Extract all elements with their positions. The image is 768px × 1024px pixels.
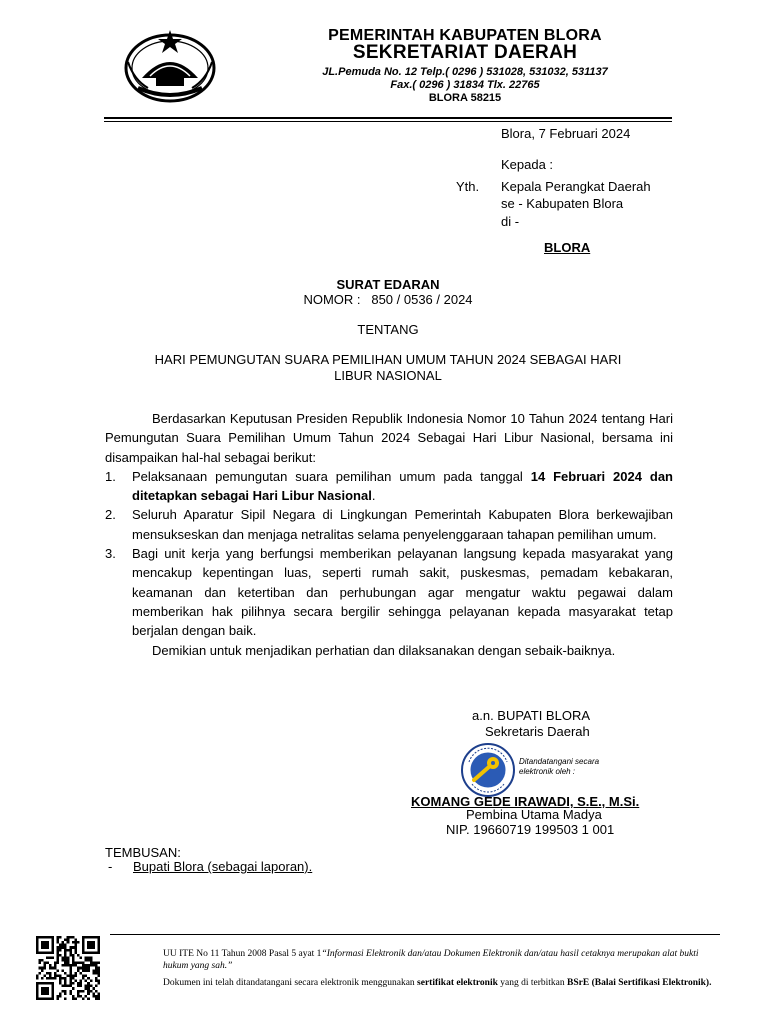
intro-paragraph: Berdasarkan Keputusan Presiden Republik Indonesia Nomor 10 Tahun 2024 tentang Hari Pemungutan Suara Pemilihan Umum Tahun 2024 Sebagai Hari Libur Nasional, bersama ini disampaikan hal-hal sebagai berikut: bbox=[105, 411, 673, 465]
item-text-bold: 14 Februari 2024 dan ditetapkan sebagai Hari Libur Nasional bbox=[132, 468, 673, 504]
circular-subject bbox=[100, 352, 676, 384]
list-item bbox=[105, 467, 673, 506]
list-number: 2. bbox=[105, 507, 116, 523]
doc-issuer: BSrE (Balai Sertifikasi Elektronik). bbox=[567, 978, 712, 988]
signer-rank: Pembina Utama Madya bbox=[466, 807, 602, 822]
subject-line: HARI PEMUNGUTAN SUARA PEMILIHAN UMUM TAHUN 2024 SEBAGAI HARI bbox=[154, 352, 622, 367]
qr-code-icon[interactable] bbox=[36, 936, 100, 1000]
letterhead-divider-thin bbox=[104, 121, 672, 122]
recipient-city: BLORA bbox=[544, 240, 591, 255]
letterhead-divider bbox=[104, 117, 672, 119]
doc-note-text: Dokumen ini telah ditandatangani secara elektronik menggunakan bbox=[163, 978, 418, 988]
esign-document-note bbox=[163, 977, 723, 989]
tentang-label: TENTANG bbox=[357, 322, 419, 337]
closing-paragraph: Demikian untuk menjadikan perhatian dan dilaksanakan dengan sebaik-baiknya. bbox=[152, 642, 616, 658]
item-text-end: . bbox=[371, 488, 376, 504]
circular-title: SURAT EDARAN bbox=[336, 277, 440, 292]
cc-title: TEMBUSAN: bbox=[105, 845, 181, 860]
kepada-label: Kepada : bbox=[501, 157, 554, 172]
item-text: Pelaksanaan pemungutan suara pemilihan umum pada tanggal bbox=[132, 468, 531, 484]
item-text: Seluruh Aparatur Sipil Negara di Lingkungan Pemerintah Kabupaten Blora berkewajiban mensukseskan dan menjaga netralitas selama penyelenggaraan tahapan pemilihan umum. bbox=[132, 507, 673, 542]
signer-role: Sekretaris Daerah bbox=[485, 724, 590, 739]
cc-bullet: - bbox=[108, 859, 113, 874]
recipient-line: di - bbox=[501, 214, 520, 229]
list-item bbox=[105, 505, 673, 544]
on-behalf-label: a.n. BUPATI BLORA bbox=[472, 708, 591, 723]
subject-line: LIBUR NASIONAL bbox=[334, 368, 442, 383]
esign-text: elektronik oleh : bbox=[519, 767, 576, 776]
list-item bbox=[105, 544, 673, 640]
letter-date: Blora, 7 Februari 2024 bbox=[501, 126, 631, 141]
letter-body bbox=[105, 409, 673, 660]
law-quote: “Informasi Elektronik dan/atau Dokumen Elektronik dan/atau hasil cetaknya merupakan alat bukti hukum yang sah.” bbox=[163, 949, 699, 971]
signer-name: KOMANG GEDE IRAWADI, S.E., M.Si. bbox=[411, 794, 640, 809]
list-number: 1. bbox=[105, 468, 116, 484]
yth-label: Yth. bbox=[456, 179, 480, 194]
signer-nip: NIP. 19660719 199503 1 001 bbox=[446, 822, 615, 837]
footer-divider bbox=[110, 934, 720, 935]
recipient-line: se - Kabupaten Blora bbox=[501, 196, 624, 211]
law-prefix: UU ITE No 11 Tahun 2008 Pasal 5 ayat 1 bbox=[163, 949, 322, 959]
item-text: Bagi unit kerja yang berfungsi memberikan pelayanan langsung kepada masyarakat yang mencakup kepentingan luas, seperti rumah sakit, puskesmas, pemadam kebakaran, keamanan dan ketertiban dan perhubungan agar mengatur waktu pegawai dalam memberikan hak pilihnya secara bergilir sehingga pelayanan kepada masyarakat tetap berjalan dengan baik. bbox=[132, 546, 673, 639]
electronic-signature-seal-icon bbox=[460, 742, 516, 798]
circular-number: NOMOR : 850 / 0536 / 2024 bbox=[303, 292, 473, 307]
address-line: BLORA 58215 bbox=[428, 92, 502, 104]
cc-item: Bupati Blora (sebagai laporan). bbox=[133, 859, 313, 874]
esign-text: Ditandatangani secara bbox=[519, 757, 600, 766]
government-name: PEMERINTAH KABUPATEN BLORA bbox=[328, 27, 602, 44]
ite-law-note bbox=[163, 948, 723, 972]
office-name: SEKRETARIAT DAERAH bbox=[352, 42, 578, 63]
kabupaten-blora-emblem-icon bbox=[120, 22, 220, 106]
list-number: 3. bbox=[105, 546, 116, 562]
doc-note-text: yang di terbitkan bbox=[497, 978, 568, 988]
address-line: JL.Pemuda No. 12 Telp.( 0296 ) 531028, 531032, 531137 bbox=[322, 66, 608, 78]
doc-cert: sertifikat elektronik bbox=[417, 978, 498, 988]
address-line: Fax.( 0296 ) 31834 Tlx. 22765 bbox=[390, 79, 540, 91]
recipient-line: Kepala Perangkat Daerah bbox=[501, 179, 651, 194]
